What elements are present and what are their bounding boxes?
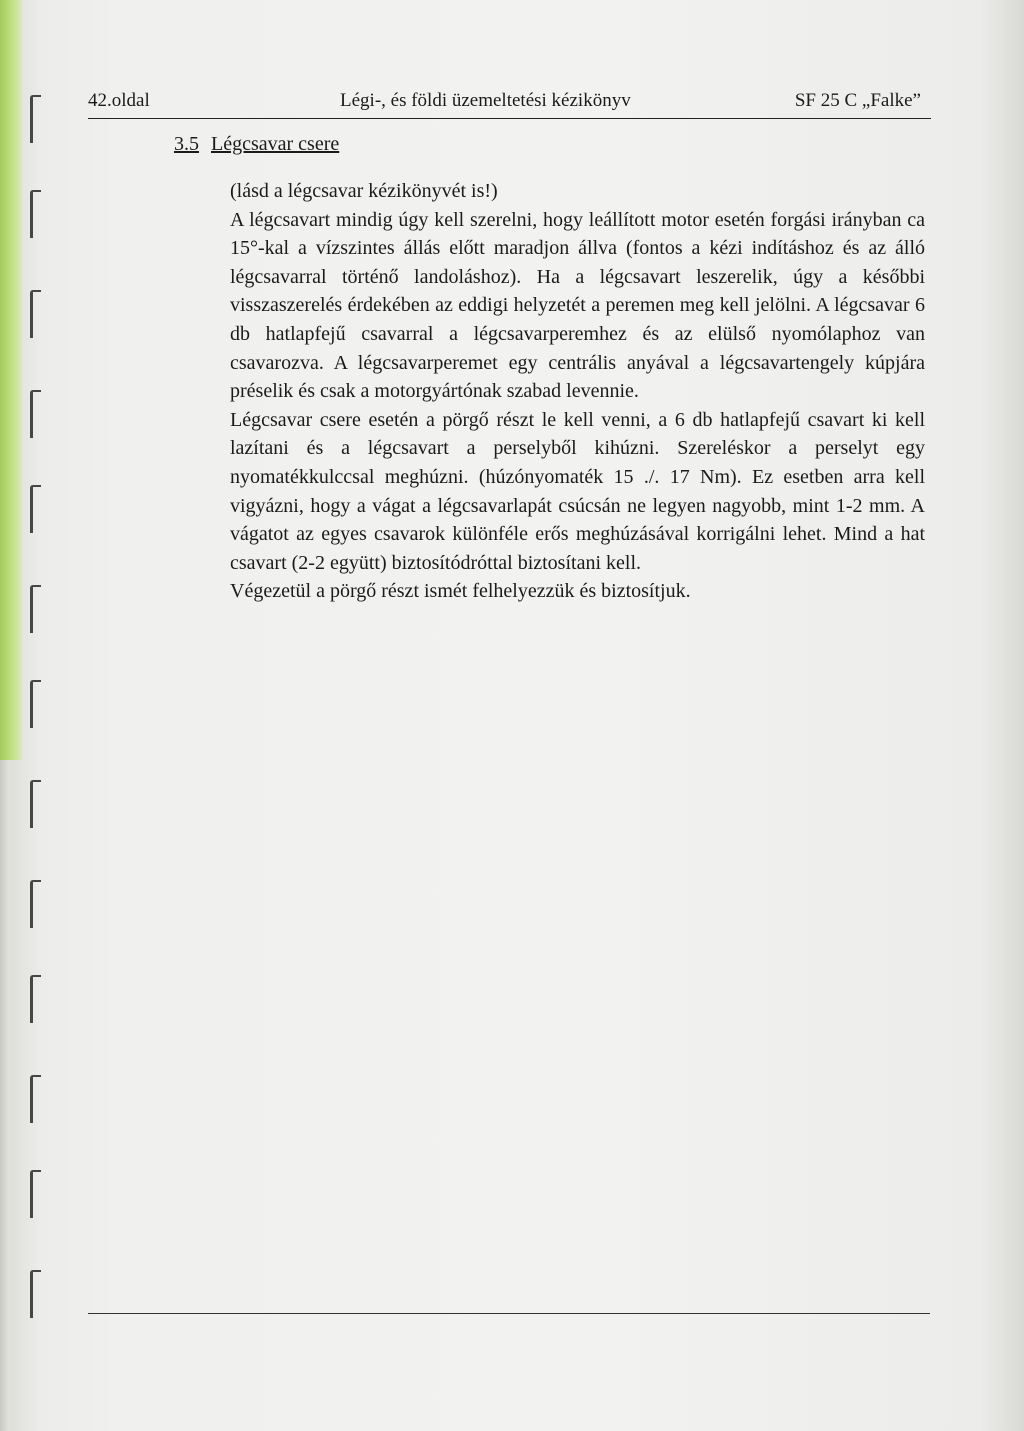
binding-ring	[30, 585, 41, 633]
binding-ring	[30, 680, 41, 728]
page-edge	[0, 760, 10, 1431]
footer-rule	[88, 1313, 930, 1314]
page-header	[88, 88, 931, 119]
section-title: Légcsavar csere	[211, 133, 340, 155]
binding-ring	[30, 975, 41, 1023]
binding-ring	[30, 390, 41, 438]
paragraph-finish: Végezetül a pörgő részt ismét felhelyezzük és biztosítjuk.	[230, 580, 691, 603]
binding-strip	[0, 0, 22, 760]
section-heading	[174, 133, 339, 156]
binding-ring	[30, 95, 41, 143]
binding-ring	[30, 190, 41, 238]
document-title: Légi-, és földi üzemeltetési kézikönyv	[340, 90, 631, 111]
paragraph-reference-note: (lásd a légcsavar kézikönyvét is!)	[230, 180, 498, 202]
paragraph-mounting: A légcsavart mindig úgy kell szerelni, hogy leállított motor esetén forgási irányban ca 15°-kal a vízszintes állás előtt maradjon állva (fontos a kézi indításhoz és az álló légcsavarral történő landoláshoz). Ha a légcsavart leszerelik, úgy a későbbi visszaszerelés érdekében az eddigi helyzetét a peremen meg kell jelölni. A légcsavar 6 db hatlapfejű csavarral a légcsavarperemhez és az elülső nyomólaphoz van csavarozva. A légcsavarperemet egy centrális anyával a légcsavartengely kúpjára préselik és csak a motorgyártónak szabad levennie.	[230, 208, 925, 403]
binding-ring	[30, 780, 41, 828]
binding-ring	[30, 485, 41, 533]
binding-ring	[30, 1075, 41, 1123]
section-number: 3.5	[174, 133, 199, 155]
binding-ring	[30, 1270, 41, 1318]
page-number: 42.oldal	[88, 90, 150, 111]
binding-ring	[30, 880, 41, 928]
aircraft-designation: SF 25 C „Falke”	[794, 90, 921, 111]
body-text	[230, 177, 925, 606]
binding-ring	[30, 290, 41, 338]
binding-ring	[30, 1170, 41, 1218]
paragraph-replacement: Légcsavar csere esetén a pörgő részt le kell venni, a 6 db hatlapfejű csavart ki kell lazítani és a légcsavart a perselyből kihúzni. Szereléskor a perselyt egy nyomatékkulccsal meghúzni. (húzónyomaték 15 ./. 17 Nm). Ez esetben arra kell vigyázni, hogy a vágat a légcsavarlapát csúcsán ne legyen nagyobb, mint 1-2 mm. A vágatot az egyes csavarok különféle erős meghúzásával korrigálni lehet. Mind a hat csavart (2-2 együtt) biztosítódróttal biztosítani kell.	[230, 408, 925, 574]
